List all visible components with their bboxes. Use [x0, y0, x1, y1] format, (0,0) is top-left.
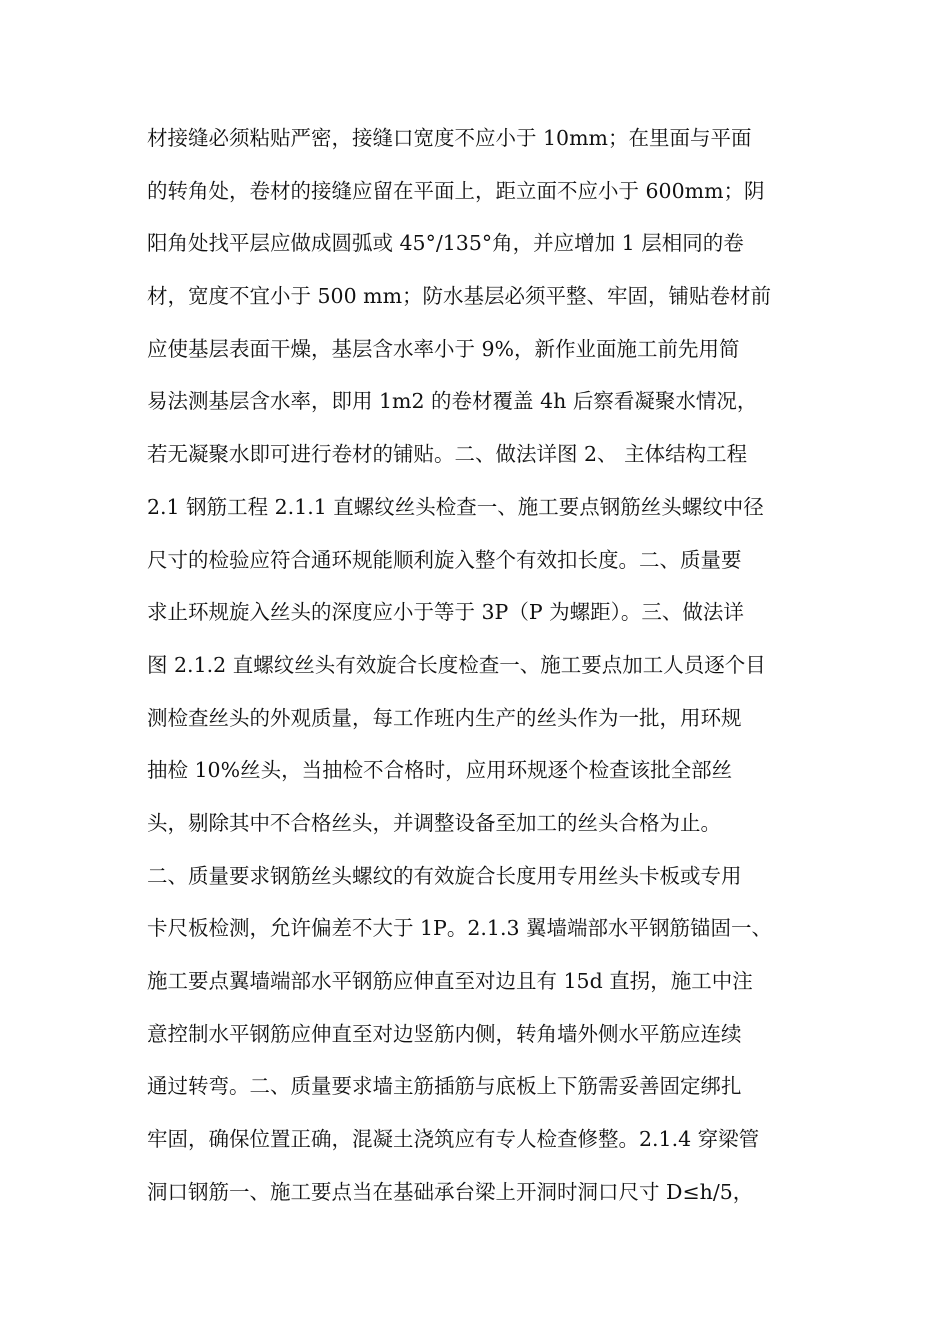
- text-line: 通过转弯。二、质量要求墙主筋插筋与底板上下筋需妥善固定绑扎: [147, 1074, 742, 1099]
- text-line: 头，剔除其中不合格丝头，并调整设备至加工的丝头合格为止。: [147, 810, 721, 835]
- text-line: 材，宽度不宜小于 500 mm；防水基层必须平整、牢固，铺贴卷材前: [147, 284, 772, 309]
- text-line: 二、质量要求钢筋丝头螺纹的有效旋合长度用专用丝头卡板或专用: [147, 863, 742, 888]
- text-line: 的转角处，卷材的接缝应留在平面上，距立面不应小于 600mm；阴: [147, 178, 765, 203]
- text-line: 洞口钢筋一、施工要点当在基础承台梁上开洞时洞口尺寸 D≤h/5，: [147, 1179, 754, 1204]
- text-line: 抽检 10%丝头，当抽检不合格时，应用环规逐个检查该批全部丝: [147, 758, 733, 783]
- text-line: 施工要点翼墙端部水平钢筋应伸直至对边且有 15d 直拐，施工中注: [147, 969, 753, 993]
- text-line: 图 2.1.2 直螺纹丝头有效旋合长度检查一、施工要点加工人员逐个目: [147, 652, 766, 677]
- text-line: 易法测基层含水率，即用 1m2 的卷材覆盖 4h 后察看凝聚水情况，: [147, 389, 758, 414]
- text-line: 尺寸的检验应符合通环规能顺利旋入整个有效扣长度。二、质量要: [147, 547, 742, 572]
- body-text: [147, 118, 827, 1224]
- text-line: 阳角处找平层应做成圆弧或 45°/135°角，并应增加 1 层相同的卷: [147, 231, 744, 256]
- text-line: 若无凝聚水即可进行卷材的铺贴。二、做法详图 2、 主体结构工程: [147, 442, 748, 467]
- text-line: 材接缝必须粘贴严密，接缝口宽度不应小于 10mm；在里面与平面: [147, 126, 752, 150]
- text-line: 测检查丝头的外观质量，每工作班内生产的丝头作为一批，用环规: [147, 705, 742, 730]
- text-line: 2.1 钢筋工程 2.1.1 直螺纹丝头检查一、施工要点钢筋丝头螺纹中径: [147, 494, 764, 519]
- text-line: 求止环规旋入丝头的深度应小于等于 3P（P 为螺距）。三、做法详: [147, 600, 744, 625]
- text-line: 意控制水平钢筋应伸直至对边竖筋内侧，转角墙外侧水平筋应连续: [147, 1021, 742, 1046]
- text-line: 牢固，确保位置正确，混凝土浇筑应有专人检查修整。2.1.4 穿梁管: [147, 1127, 760, 1152]
- text-line: 应使基层表面干燥，基层含水率小于 9%，新作业面施工前先用简: [147, 336, 740, 361]
- text-line: 卡尺板检测，允许偏差不大于 1P。2.1.3 翼墙端部水平钢筋锚固一、: [147, 916, 773, 941]
